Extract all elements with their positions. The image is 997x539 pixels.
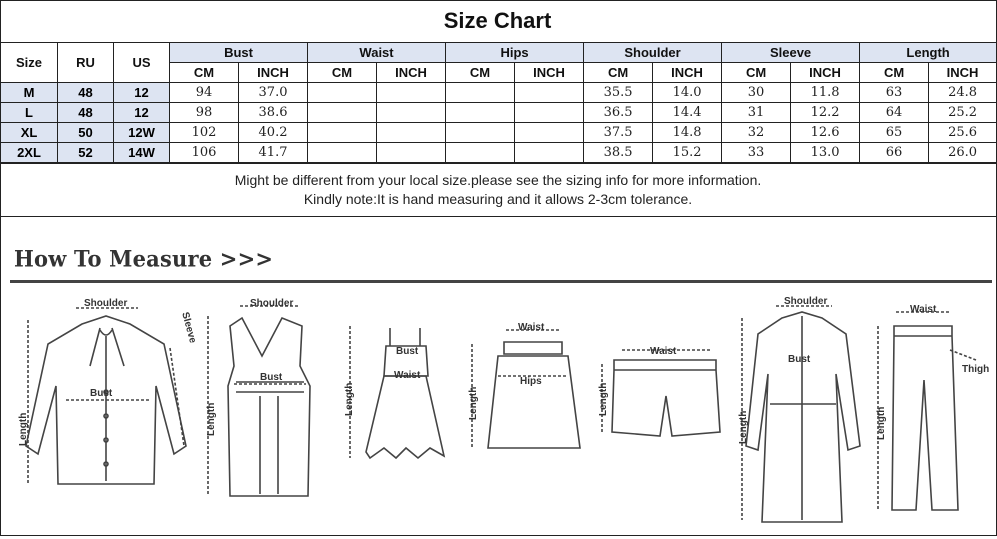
measurement-cell xyxy=(377,143,446,163)
label-bust: Bust xyxy=(260,372,283,383)
measurement-cell xyxy=(446,143,515,163)
measurement-cell xyxy=(515,143,584,163)
label-bust: Bust xyxy=(396,346,419,357)
note-line-2: Kindly note:It is hand measuring and it allows 2-3cm tolerance. xyxy=(303,191,693,207)
header-shoulder: Shoulder xyxy=(584,43,722,63)
measurement-cell: 37.5 xyxy=(584,123,653,143)
size-cell: M xyxy=(1,83,58,103)
label-waist: Waist xyxy=(394,370,421,381)
measurement-cell xyxy=(377,103,446,123)
label-hips: Hips xyxy=(520,376,542,387)
how-to-measure-title: How To Measure >>> xyxy=(14,245,274,272)
dress-icon xyxy=(340,316,450,516)
measurement-cell: 11.8 xyxy=(791,83,860,103)
skirt-icon xyxy=(462,316,582,516)
how-to-measure-section xyxy=(0,216,996,535)
measurement-cell: 24.8 xyxy=(929,83,997,103)
label-length: Length xyxy=(468,386,479,420)
label-shoulder: Shoulder xyxy=(84,298,128,309)
measurement-cell xyxy=(308,103,377,123)
label-length: Length xyxy=(598,382,609,416)
us-cell: 12 xyxy=(114,103,170,123)
measurement-cell xyxy=(308,143,377,163)
measurement-cell xyxy=(515,123,584,143)
label-length: Length xyxy=(344,382,355,416)
measurement-cell: 12.2 xyxy=(791,103,860,123)
measurement-cell: 64 xyxy=(860,103,929,123)
measurement-cell: 37.0 xyxy=(239,83,308,103)
label-waist: Waist xyxy=(650,346,677,357)
unit-header: INCH xyxy=(377,63,446,83)
ru-cell: 52 xyxy=(58,143,114,163)
measurement-cell xyxy=(377,123,446,143)
header-hips: Hips xyxy=(446,43,584,63)
header-sleeve: Sleeve xyxy=(722,43,860,63)
us-cell: 12W xyxy=(114,123,170,143)
ru-cell: 48 xyxy=(58,103,114,123)
measurement-cell xyxy=(446,123,515,143)
header-size: Size xyxy=(1,43,58,83)
measurement-cell: 35.5 xyxy=(584,83,653,103)
measurement-cell: 12.6 xyxy=(791,123,860,143)
us-cell: 14W xyxy=(114,143,170,163)
note-line-1: Might be different from your local size.please see the sizing info for more information. xyxy=(234,172,762,188)
measurement-cell: 14.0 xyxy=(653,83,722,103)
coat-icon xyxy=(736,294,866,534)
unit-header: CM xyxy=(170,63,239,83)
label-shoulder: Shoulder xyxy=(250,298,294,309)
pants-icon xyxy=(872,300,992,530)
measurement-cell: 106 xyxy=(170,143,239,163)
shorts-icon xyxy=(596,336,726,456)
measurement-cell xyxy=(446,83,515,103)
page-title: Size Chart xyxy=(0,0,995,43)
label-shoulder: Shoulder xyxy=(784,296,828,307)
label-length: Length xyxy=(18,412,29,446)
label-sleeve: Sleeve xyxy=(179,310,199,345)
measurement-cell: 25.2 xyxy=(929,103,997,123)
label-length: Length xyxy=(738,410,749,444)
unit-header: INCH xyxy=(791,63,860,83)
unit-header: CM xyxy=(860,63,929,83)
table-row xyxy=(1,143,997,163)
size-cell: 2XL xyxy=(1,143,58,163)
measurement-cell xyxy=(515,83,584,103)
us-cell: 12 xyxy=(114,83,170,103)
measurement-cell xyxy=(446,103,515,123)
ru-cell: 48 xyxy=(58,83,114,103)
label-waist: Waist xyxy=(518,322,545,333)
measurement-cell: 14.4 xyxy=(653,103,722,123)
unit-header: CM xyxy=(446,63,515,83)
measurement-cell xyxy=(308,123,377,143)
unit-header: CM xyxy=(584,63,653,83)
measurement-cell: 41.7 xyxy=(239,143,308,163)
label-waist: Waist xyxy=(910,304,937,315)
measurement-cell xyxy=(515,103,584,123)
measurement-cell xyxy=(308,83,377,103)
label-bust: Bust xyxy=(90,388,113,399)
measurement-cell: 66 xyxy=(860,143,929,163)
shirt-icon xyxy=(14,296,199,531)
ru-cell: 50 xyxy=(58,123,114,143)
vest-top-icon xyxy=(200,296,330,531)
measurement-cell: 33 xyxy=(722,143,791,163)
label-length: Length xyxy=(876,406,887,440)
unit-header: CM xyxy=(722,63,791,83)
size-cell: XL xyxy=(1,123,58,143)
unit-header: INCH xyxy=(929,63,997,83)
unit-header: INCH xyxy=(653,63,722,83)
measurement-cell: 26.0 xyxy=(929,143,997,163)
section-divider xyxy=(10,280,992,283)
header-bust: Bust xyxy=(170,43,308,63)
measurement-cell: 14.8 xyxy=(653,123,722,143)
measurement-cell: 102 xyxy=(170,123,239,143)
measurement-cell: 32 xyxy=(722,123,791,143)
measurement-cell: 38.5 xyxy=(584,143,653,163)
measurement-cell: 40.2 xyxy=(239,123,308,143)
measurement-cell: 31 xyxy=(722,103,791,123)
size-table xyxy=(0,42,997,163)
header-ru: RU xyxy=(58,43,114,83)
header-us: US xyxy=(114,43,170,83)
measurement-cell: 38.6 xyxy=(239,103,308,123)
measurement-cell: 98 xyxy=(170,103,239,123)
size-cell: L xyxy=(1,103,58,123)
measurement-cell: 36.5 xyxy=(584,103,653,123)
measurement-cell: 63 xyxy=(860,83,929,103)
measurement-cell: 94 xyxy=(170,83,239,103)
measurement-cell: 65 xyxy=(860,123,929,143)
measurement-cell: 25.6 xyxy=(929,123,997,143)
table-row xyxy=(1,103,997,123)
header-length: Length xyxy=(860,43,997,63)
table-row xyxy=(1,83,997,103)
measurement-cell xyxy=(377,83,446,103)
label-bust: Bust xyxy=(788,354,811,365)
measurement-cell: 15.2 xyxy=(653,143,722,163)
label-length: Length xyxy=(206,402,217,436)
label-thigh: Thigh xyxy=(962,364,990,375)
unit-header: CM xyxy=(308,63,377,83)
unit-header: INCH xyxy=(239,63,308,83)
measurement-cell: 13.0 xyxy=(791,143,860,163)
size-note xyxy=(0,163,996,217)
unit-header: INCH xyxy=(515,63,584,83)
table-row xyxy=(1,123,997,143)
header-waist: Waist xyxy=(308,43,446,63)
measurement-cell: 30 xyxy=(722,83,791,103)
